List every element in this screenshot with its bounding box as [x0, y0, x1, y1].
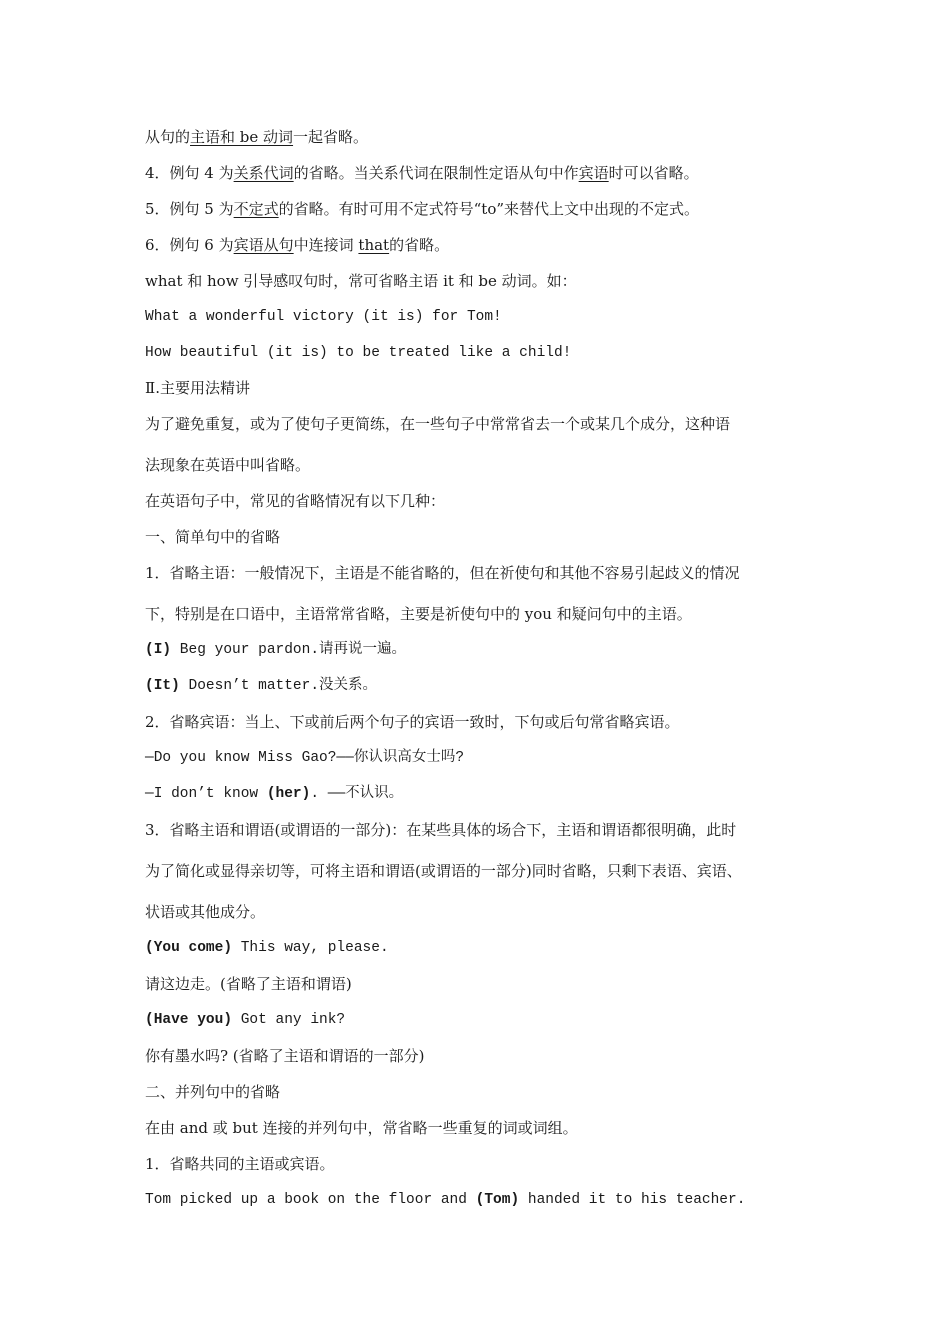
subsection-heading: 一、简单句中的省略 [145, 528, 281, 546]
example-sentence: What a wonderful victory (it is) for Tom! [145, 309, 502, 325]
paragraph-line: 1．省略主语：一般情况下，主语是不能省略的，但在祈使句和其他不容易引起歧义的情况 [145, 564, 740, 582]
example-sentence: —I don’t know (her). ——不认识。 [145, 786, 404, 802]
translation-line: 请这边走。(省略了主语和谓语) [145, 975, 352, 993]
text-line-exclamation-rule: what 和 how 引导感叹句时，常可省略主语 it 和 be 动词。如： [145, 272, 577, 290]
example-sentence: (You come) This way, please. [145, 940, 389, 956]
paragraph-line: 2．省略宾语：当上、下或前后两个句子的宾语一致时，下句或后句常省略宾语。 [145, 713, 680, 731]
paragraph-line: 在由 and 或 but 连接的并列句中，常省略一些重复的词或词组。 [145, 1119, 578, 1137]
omitted-word: (I) [145, 642, 172, 658]
paragraph-line: 3．省略主语和谓语(或谓语的一部分)：在某些具体的场合下，主语和谓语都很明确，此时 [145, 821, 737, 839]
example-sentence: How beautiful (it is) to be treated like a child! [145, 345, 572, 361]
paragraph-line: 在英语句子中，常见的省略情况有以下几种： [145, 492, 446, 510]
underlined-term: 宾语从句 [233, 236, 294, 254]
paragraph-line: 状语或其他成分。 [145, 903, 266, 921]
text-line-clause-note: 从句的主语和 be 动词一起省略。 [145, 128, 369, 146]
translation-line: 你有墨水吗? (省略了主语和谓语的一部分) [145, 1047, 425, 1065]
text-line-item-4: 4．例句 4 为关系代词的省略。当关系代词在限制性定语从句中作宾语时可以省略。 [145, 164, 699, 182]
omitted-word: (You come) [145, 940, 233, 956]
underlined-term: 主语和 be 动词 [190, 128, 294, 146]
text-line-item-6: 6．例句 6 为宾语从句中连接词 that的省略。 [145, 236, 450, 254]
omitted-word: (Tom) [475, 1192, 520, 1208]
underlined-term: 宾语 [578, 164, 609, 182]
paragraph-line: 法现象在英语中叫省略。 [145, 456, 311, 474]
underlined-term: 不定式 [233, 200, 279, 218]
example-sentence: —Do you know Miss Gao?——你认识高女士吗? [145, 750, 465, 766]
omitted-word: (Have you) [145, 1012, 233, 1028]
example-sentence: (I) Beg your pardon.请再说一遍。 [145, 642, 407, 658]
paragraph-line: 下，特别是在口语中，主语常常省略，主要是祈使句中的 you 和疑问句中的主语。 [145, 605, 692, 623]
section-heading: Ⅱ.主要用法精讲 [145, 379, 250, 397]
example-sentence: (Have you) Got any ink? [145, 1012, 346, 1028]
paragraph-line: 为了避免重复，或为了使句子更简练，在一些句子中常常省去一个或某几个成分，这种语 [145, 415, 731, 433]
subsection-heading: 二、并列句中的省略 [145, 1083, 281, 1101]
example-sentence: (It) Doesn’t matter.没关系。 [145, 678, 378, 694]
text-line-item-5: 5．例句 5 为不定式的省略。有时可用不定式符号“to”来替代上文中出现的不定式。 [145, 200, 700, 218]
omitted-word: (her) [266, 786, 311, 802]
example-sentence: Tom picked up a book on the floor and (Tom) handed it to his teacher. [145, 1192, 746, 1208]
omitted-word: (It) [145, 678, 180, 694]
paragraph-line: 1．省略共同的主语或宾语。 [145, 1155, 335, 1173]
underlined-term: 关系代词 [233, 164, 294, 182]
underlined-term: that [358, 236, 390, 254]
paragraph-line: 为了简化或显得亲切等，可将主语和谓语(或谓语的一部分)同时省略，只剩下表语、宾语、 [145, 862, 742, 880]
